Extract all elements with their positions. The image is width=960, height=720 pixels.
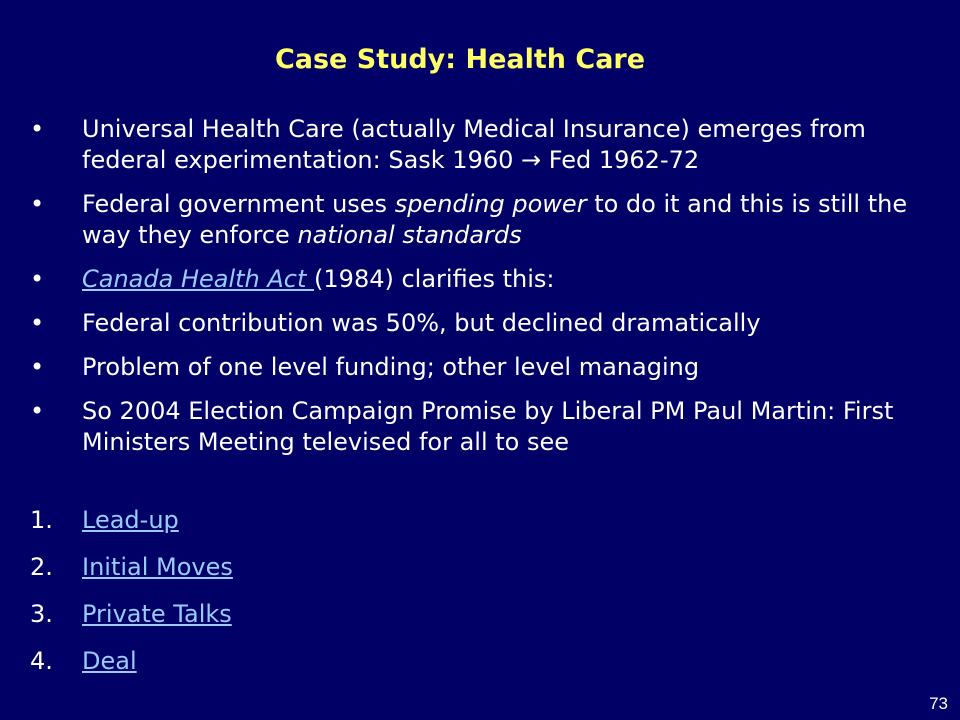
bullet-emphasis: national standards — [297, 221, 522, 249]
item-number: 2. — [30, 553, 53, 581]
bullet-item — [30, 189, 942, 251]
numbered-item — [30, 599, 233, 630]
item-number: 1. — [30, 506, 53, 534]
bullet-text: So 2004 Election Campaign Promise by Liberal PM Paul Martin: First Ministers Meeting televised for all to see — [82, 397, 894, 456]
bullet-list — [30, 114, 942, 471]
bullet-text: (1984) clarifies this: — [314, 265, 555, 293]
numbered-item — [30, 505, 233, 536]
bullet-item — [30, 352, 942, 383]
canada-health-act-link[interactable]: Canada Health Act — [82, 265, 315, 293]
lead-up-link[interactable]: Lead-up — [82, 506, 179, 534]
slide-title: Case Study: Health Care — [274, 44, 646, 75]
numbered-link-list — [30, 505, 233, 693]
initial-moves-link[interactable]: Initial Moves — [82, 553, 233, 581]
numbered-item — [30, 552, 233, 583]
bullet-text-mid: to do it and this is still the way they enforce — [82, 190, 908, 249]
bullet-icon: • — [30, 265, 45, 293]
bullet-icon: • — [30, 397, 45, 425]
bullet-icon: • — [30, 309, 45, 337]
bullet-text: Federal contribution was 50%, but declined dramatically — [82, 309, 761, 337]
bullet-item — [30, 114, 942, 176]
bullet-text: Universal Health Care (actually Medical Insurance) emerges from federal experimentation: Sask 1960 → Fed 1962-72 — [82, 115, 866, 174]
bullet-item — [30, 396, 942, 458]
bullet-text: Problem of one level funding; other level managing — [82, 353, 700, 381]
page-number: 73 — [929, 694, 948, 713]
private-talks-link[interactable]: Private Talks — [82, 600, 232, 628]
bullet-icon: • — [30, 115, 45, 143]
bullet-icon: • — [30, 353, 45, 381]
bullet-text-pre: Federal government uses — [82, 190, 395, 218]
item-number: 3. — [30, 600, 53, 628]
bullet-item — [30, 264, 942, 295]
bullet-icon: • — [30, 190, 45, 218]
item-number: 4. — [30, 647, 53, 675]
deal-link[interactable]: Deal — [82, 647, 137, 675]
bullet-emphasis: spending power — [394, 190, 587, 218]
bullet-item — [30, 308, 942, 339]
numbered-item — [30, 646, 233, 677]
